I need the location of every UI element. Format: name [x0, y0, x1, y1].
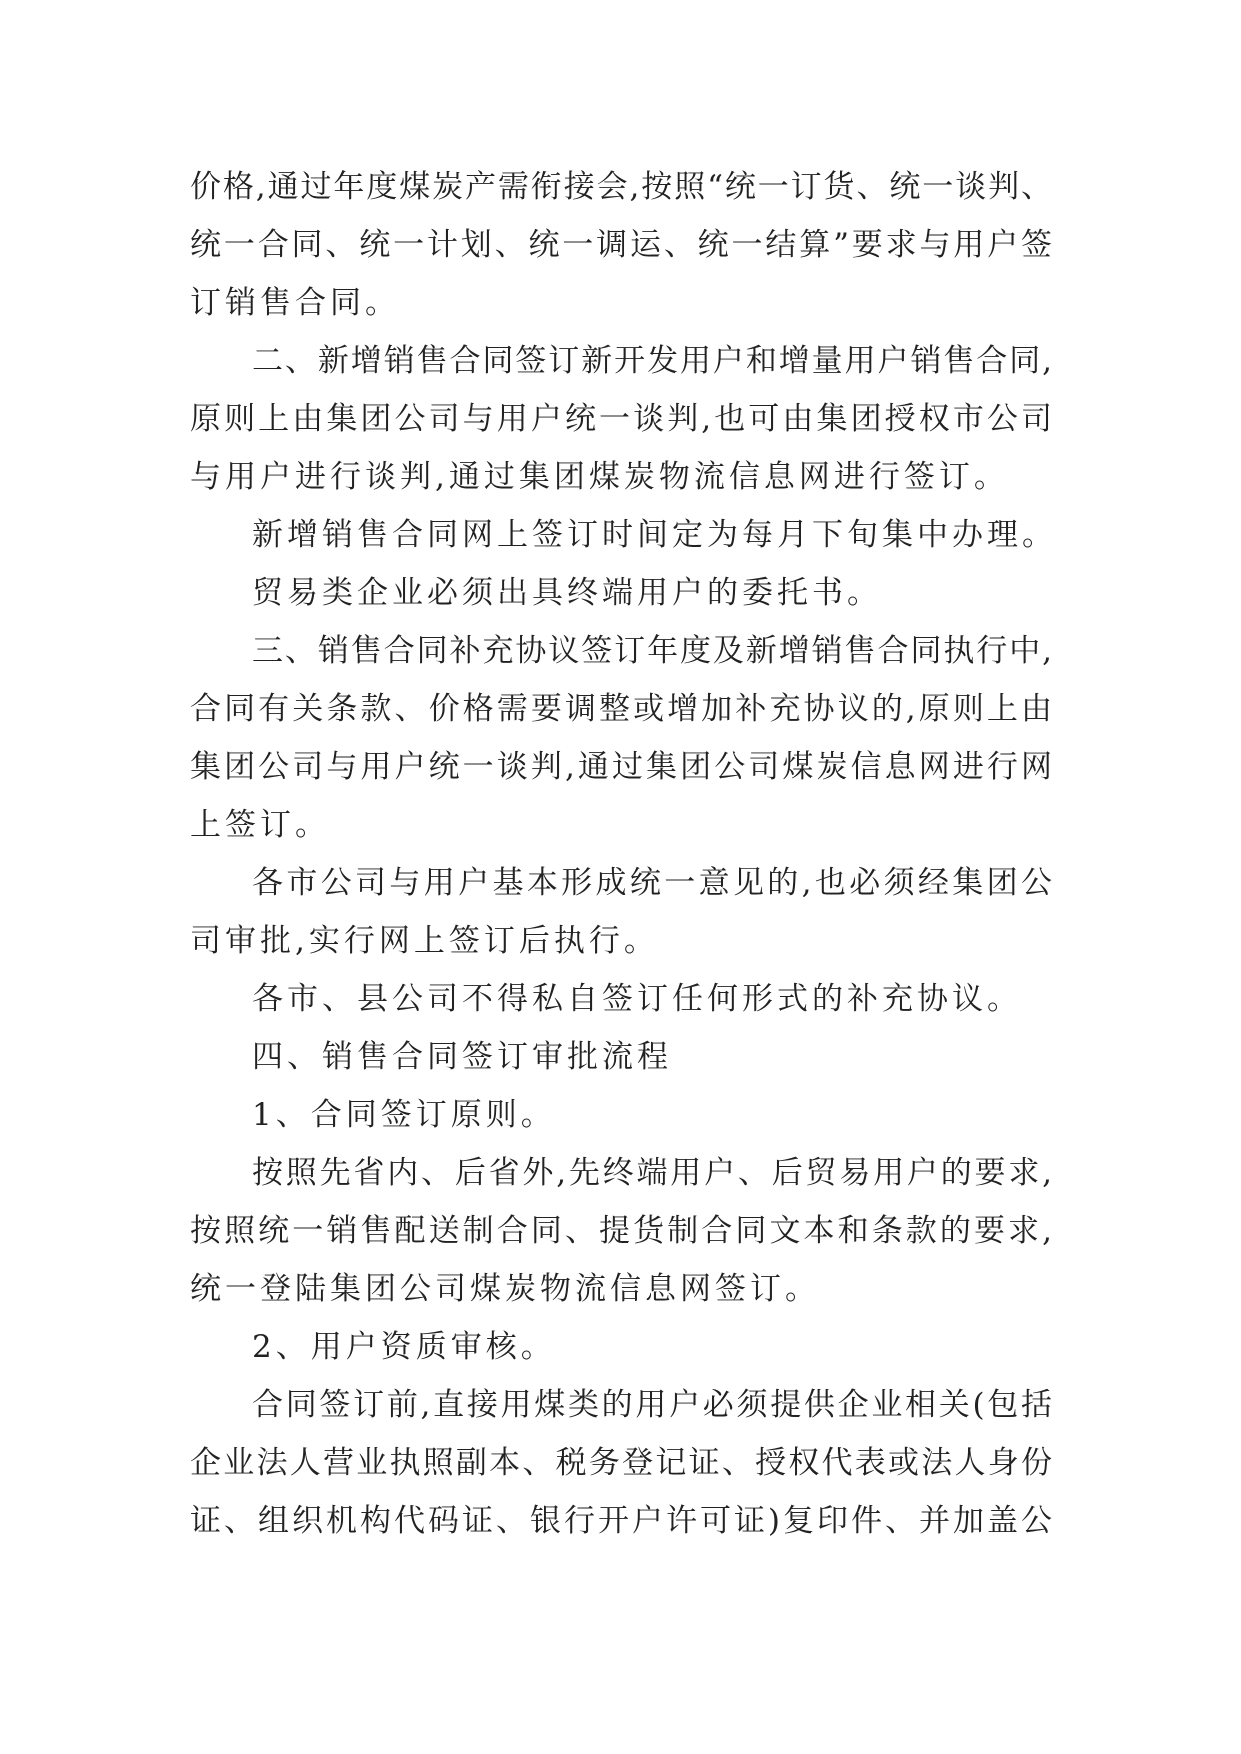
paragraph-line: 按照先省内、后省外,先终端用户、后贸易用户的要求, [252, 1155, 1052, 1191]
subsection-heading: 1、合同签订原则。 [252, 1097, 556, 1133]
text-line: 合同有关条款、价格需要调整或增加补充协议的,原则上由 [190, 691, 1052, 727]
section-heading: 四、销售合同签订审批流程 [252, 1039, 672, 1075]
text-line: 统一合同、统一计划、统一调运、统一结算”要求与用户签 [190, 227, 1052, 263]
text-line: 订销售合同。 [190, 285, 400, 321]
document-body [190, 158, 1057, 1550]
section-heading-line: 三、销售合同补充协议签订年度及新增销售合同执行中, [252, 633, 1052, 669]
text-line: 集团公司与用户统一谈判,通过集团公司煤炭信息网进行网 [190, 749, 1052, 785]
paragraph-line: 合同签订前,直接用煤类的用户必须提供企业相关(包括 [252, 1387, 1052, 1423]
paragraph-line: 各市公司与用户基本形成统一意见的,也必须经集团公 [252, 865, 1052, 901]
paragraph-line: 各市、县公司不得私自签订任何形式的补充协议。 [252, 981, 1022, 1017]
text-line: 与用户进行谈判,通过集团煤炭物流信息网进行签订。 [190, 459, 1009, 495]
subsection-heading: 2、用户资质审核。 [252, 1329, 556, 1365]
text-line: 证、组织机构代码证、银行开户许可证)复印件、并加盖公 [190, 1503, 1052, 1539]
text-line: 上签订。 [190, 807, 330, 843]
text-line: 统一登陆集团公司煤炭物流信息网签订。 [190, 1271, 820, 1307]
text-line: 企业法人营业执照副本、税务登记证、授权代表或法人身份 [190, 1445, 1052, 1481]
text-line: 原则上由集团公司与用户统一谈判,也可由集团授权市公司 [190, 401, 1052, 437]
paragraph-line: 贸易类企业必须出具终端用户的委托书。 [252, 575, 882, 611]
paragraph-line: 新增销售合同网上签订时间定为每月下旬集中办理。 [252, 517, 1057, 553]
text-line: 按照统一销售配送制合同、提货制合同文本和条款的要求, [190, 1213, 1052, 1249]
text-line: 司审批,实行网上签订后执行。 [190, 923, 659, 959]
section-heading-line: 二、新增销售合同签订新开发用户和增量用户销售合同, [252, 343, 1052, 379]
text-line: 价格,通过年度煤炭产需衔接会,按照“统一订货、统一谈判、 [190, 169, 1052, 205]
